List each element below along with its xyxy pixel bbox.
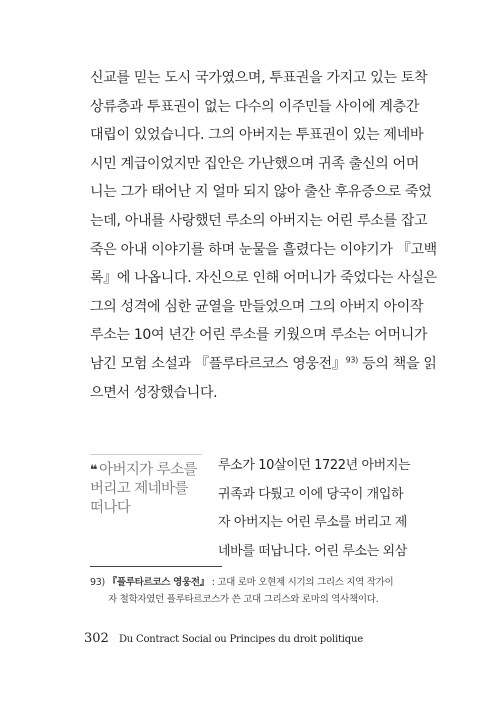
body-line: 록』에 나옵니다. 자신으로 인해 어머니가 죽었다는 사실은 <box>90 270 437 287</box>
footnote-marker: 93) <box>90 577 105 588</box>
body-text-segment: 남긴 모험 소설과 『플루타르코스 영웅전』 <box>90 355 346 372</box>
side-body-line: 네바를 떠납니다. 어린 루소는 외삼 <box>218 543 407 559</box>
body-line: 대립이 있었습니다. 그의 아버지는 투표권이 있는 제네바 <box>90 127 424 144</box>
sidebar-heading-line: 떠나다 <box>90 500 131 516</box>
body-line: 는데, 아내를 사랑했던 루소의 아버지는 어린 루소를 잡고 <box>90 212 428 229</box>
body-line: 신교를 믿는 도시 국가였으며, 투표권을 가지고 있는 토착 <box>90 70 428 86</box>
body-line: 상류층과 투표권이 없는 다수의 이주민들 사이에 계층간 <box>90 98 420 115</box>
footnote-text: : 고대 로마 오현제 시기의 그리스 지역 작가이 <box>211 577 394 588</box>
body-line-with-footnote <box>90 350 437 379</box>
body-line: 으면서 성장했습니다. <box>90 384 218 401</box>
body-line: 루소는 10여 년간 어린 루소를 키웠으며 루소는 어머니가 <box>90 327 428 344</box>
page-number: 302 <box>84 631 109 646</box>
side-body-line: 자 아버지는 어린 루소를 버리고 제 <box>218 515 407 531</box>
running-title: Du Contract Social ou Principes du droit politique <box>118 634 363 645</box>
body-line: 시민 계급이었지만 집안은 가난했으며 귀족 출신의 어머 <box>90 155 420 172</box>
footnote-title: 『플루타르코스 영웅전』 <box>107 577 209 588</box>
footnote-reference: 93) <box>345 355 358 365</box>
body-paragraph <box>90 64 437 407</box>
footnote-line <box>90 574 430 591</box>
sidebar-heading-line: 아버지가 루소를 <box>99 462 197 478</box>
side-body-line: 루소가 10살이던 1722년 아버지는 <box>218 458 411 473</box>
footnote <box>90 574 430 608</box>
side-body-paragraph <box>218 452 423 566</box>
body-line: 니는 그가 태어난 지 얼마 되지 않아 출산 후유증으로 죽었 <box>90 184 432 201</box>
sidebar-heading <box>90 455 202 518</box>
sidebar-heading-box <box>90 454 202 518</box>
footnote-divider <box>90 566 222 567</box>
page-footer <box>84 631 363 646</box>
body-line: 죽은 아내 이야기를 하며 눈물을 흘렸다는 이야기가 『고백 <box>90 241 437 258</box>
quote-mark-icon: ❝ <box>90 463 98 478</box>
footnote-line: 자 철학자였던 플루타르코스가 쓴 고대 그리스와 로마의 역사책이다. <box>108 594 379 605</box>
sidebar-heading-line: 버리고 제네바를 <box>90 481 188 497</box>
body-line: 그의 성격에 심한 균열을 만들었으며 그의 아버지 아이작 <box>90 298 424 315</box>
side-body-line: 귀족과 다퉜고 이에 당국이 개입하 <box>218 486 404 502</box>
body-text-segment: 등의 책을 읽 <box>358 355 437 372</box>
